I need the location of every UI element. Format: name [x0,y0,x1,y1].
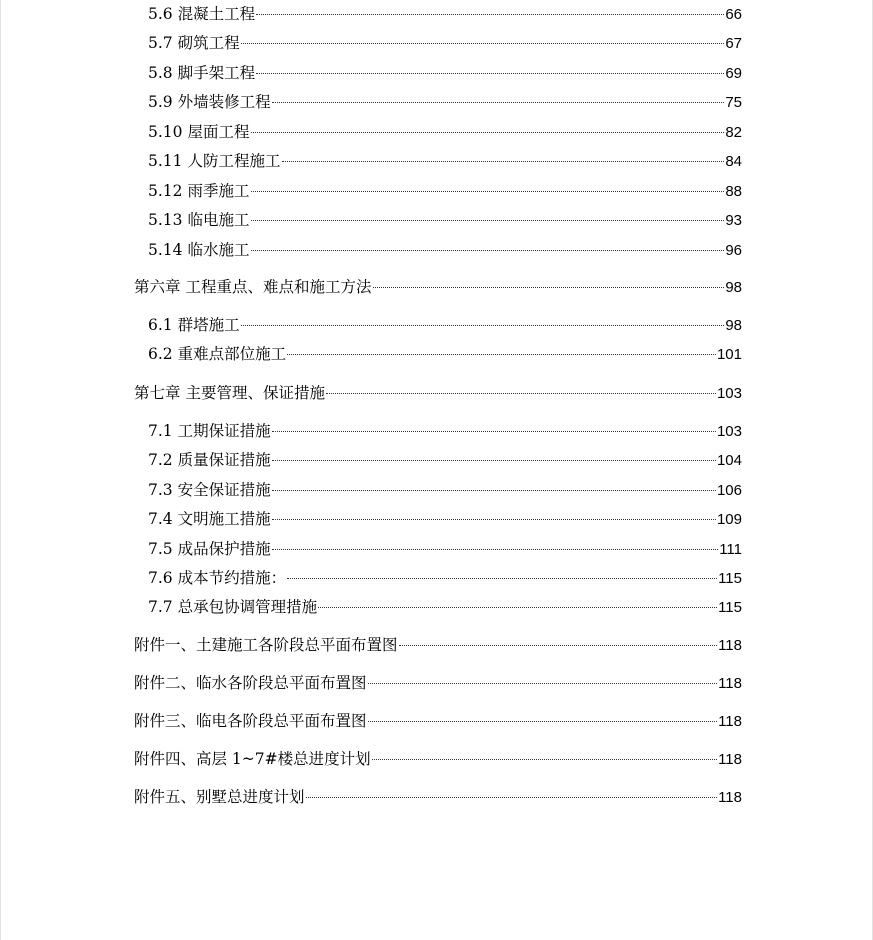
dot-leader [368,683,718,684]
toc-entry-page: 69 [725,65,742,82]
toc-entry-page: 88 [725,183,742,200]
toc-entry-title: 人防工程施工 [187,152,281,170]
toc-entry [148,181,742,201]
toc-entry-page: 118 [718,789,742,806]
toc-entry-page: 118 [718,713,742,730]
toc-entry-title: 工期保证措施 [177,422,271,440]
toc-entry-page: 103 [716,423,742,440]
dot-leader [272,431,716,432]
dot-leader [318,607,717,608]
dot-leader [251,191,725,192]
toc-entry-page: 101 [716,346,742,363]
dot-leader [272,519,716,520]
toc-entry [148,421,742,441]
dot-leader [272,102,725,103]
dot-leader [326,393,716,394]
toc-appendix-entry [134,711,742,731]
toc-entry-number: 5.13 [148,211,183,229]
toc-entry [148,122,742,142]
dot-leader [282,161,725,162]
toc-entry-page: 118 [718,637,742,654]
toc-entry-title: 重难点部位施工 [177,345,287,363]
toc-entry [148,151,742,171]
dot-leader [251,132,725,133]
toc-entry [148,568,742,588]
toc-chapter-entry [134,277,742,297]
toc-entry-number: 5.11 [148,152,183,170]
page-edge [0,0,1,940]
toc-entry-page: 98 [725,279,742,296]
dot-leader [368,721,718,722]
toc-entry-number: 7.6 [148,569,173,587]
toc-entry-title: 附件四、高层 1~7#楼总进度计划 [134,750,371,768]
toc-entry-page: 115 [718,599,742,616]
toc-entry-number: 7.5 [148,540,173,558]
toc-entry-number: 第七章 [134,384,181,402]
dot-leader [241,43,725,44]
toc-entry-title: 附件三、临电各阶段总平面布置图 [134,712,367,730]
toc-entry-number: 5.14 [148,241,183,259]
toc-entry-title: 砌筑工程 [177,34,240,52]
toc-entry-title: 群塔施工 [177,316,240,334]
toc-entry-title: 成本节约措施： [177,569,287,587]
toc-entry [148,450,742,470]
toc-entry [148,63,742,83]
toc-entry [148,92,742,112]
toc-chapter-entry [134,383,742,403]
dot-leader [256,73,724,74]
dot-leader [272,490,716,491]
toc-entry-title: 附件五、别墅总进度计划 [134,788,305,806]
toc-entry [148,315,742,335]
dot-leader [251,220,725,221]
toc-entry-title: 临电施工 [187,211,250,229]
toc-entry-number: 5.8 [148,64,173,82]
toc-entry-number: 6.2 [148,345,173,363]
toc-entry-page: 82 [725,124,742,141]
toc-entry-title: 混凝土工程 [177,5,256,23]
toc-entry-number: 7.3 [148,481,173,499]
toc-entry-number: 6.1 [148,316,173,334]
toc-entry-title: 屋面工程 [187,123,250,141]
toc-entry [148,480,742,500]
toc-entry-number: 5.6 [148,5,173,23]
dot-leader [251,250,725,251]
toc-entry [148,539,742,559]
toc-entry [148,344,742,364]
toc-entry-title: 质量保证措施 [177,451,271,469]
dot-leader [272,460,716,461]
toc-entry [148,210,742,230]
dot-leader [399,645,718,646]
toc-entry-page: 111 [719,541,742,558]
toc-entry-page: 75 [725,94,742,111]
toc-entry [148,597,742,617]
toc-entry-number: 5.9 [148,93,173,111]
dot-leader [287,578,717,579]
toc-entry-number: 7.7 [148,598,173,616]
toc-entry-title: 附件一、土建施工各阶段总平面布置图 [134,636,398,654]
toc-entry-page: 96 [725,242,742,259]
toc-entry [148,240,742,260]
toc-entry [148,33,742,53]
toc-appendix-entry [134,673,742,693]
dot-leader [306,797,718,798]
toc-appendix-entry [134,749,742,769]
toc-entry-page: 118 [718,751,742,768]
dot-leader [287,354,716,355]
toc-entry-title: 安全保证措施 [177,481,271,499]
toc-entry-number: 第六章 [134,278,181,296]
toc-entry-page: 67 [725,35,742,52]
toc-entry-page: 84 [725,153,742,170]
toc-entry-title: 附件二、临水各阶段总平面布置图 [134,674,367,692]
toc-entry-number: 7.4 [148,510,173,528]
dot-leader [373,287,725,288]
dot-leader [372,759,717,760]
toc-entry-title: 工程重点、难点和施工方法 [185,278,372,296]
toc-entry-title: 脚手架工程 [177,64,256,82]
toc-entry [148,509,742,529]
toc-entry-title: 文明施工措施 [177,510,271,528]
toc-appendix-entry [134,635,742,655]
dot-leader [272,549,719,550]
toc-entry-page: 98 [725,317,742,334]
toc-entry-number: 5.12 [148,182,183,200]
toc-appendix-entry [134,787,742,807]
toc-entry-title: 雨季施工 [187,182,250,200]
toc-entry-number: 7.1 [148,422,173,440]
toc-entry-title: 主要管理、保证措施 [185,384,326,402]
toc-entry-title: 外墙装修工程 [177,93,271,111]
toc-entry-page: 106 [716,482,742,499]
toc-entry-page: 66 [725,6,742,23]
toc-entry-page: 118 [718,675,742,692]
toc-entry-number: 5.7 [148,34,173,52]
toc-entry-page: 93 [725,212,742,229]
toc-entry-page: 109 [716,511,742,528]
toc-entry-title: 总承包协调管理措施 [177,598,318,616]
toc-entry-title: 成品保护措施 [177,540,271,558]
toc-entry-number: 5.10 [148,123,183,141]
toc-entry-page: 115 [718,570,742,587]
toc-entry [148,4,742,24]
toc-entry-page: 104 [716,452,742,469]
toc-entry-title: 临水施工 [187,241,250,259]
dot-leader [256,14,724,15]
toc-entry-page: 103 [716,385,742,402]
dot-leader [241,325,725,326]
toc-entry-number: 7.2 [148,451,173,469]
